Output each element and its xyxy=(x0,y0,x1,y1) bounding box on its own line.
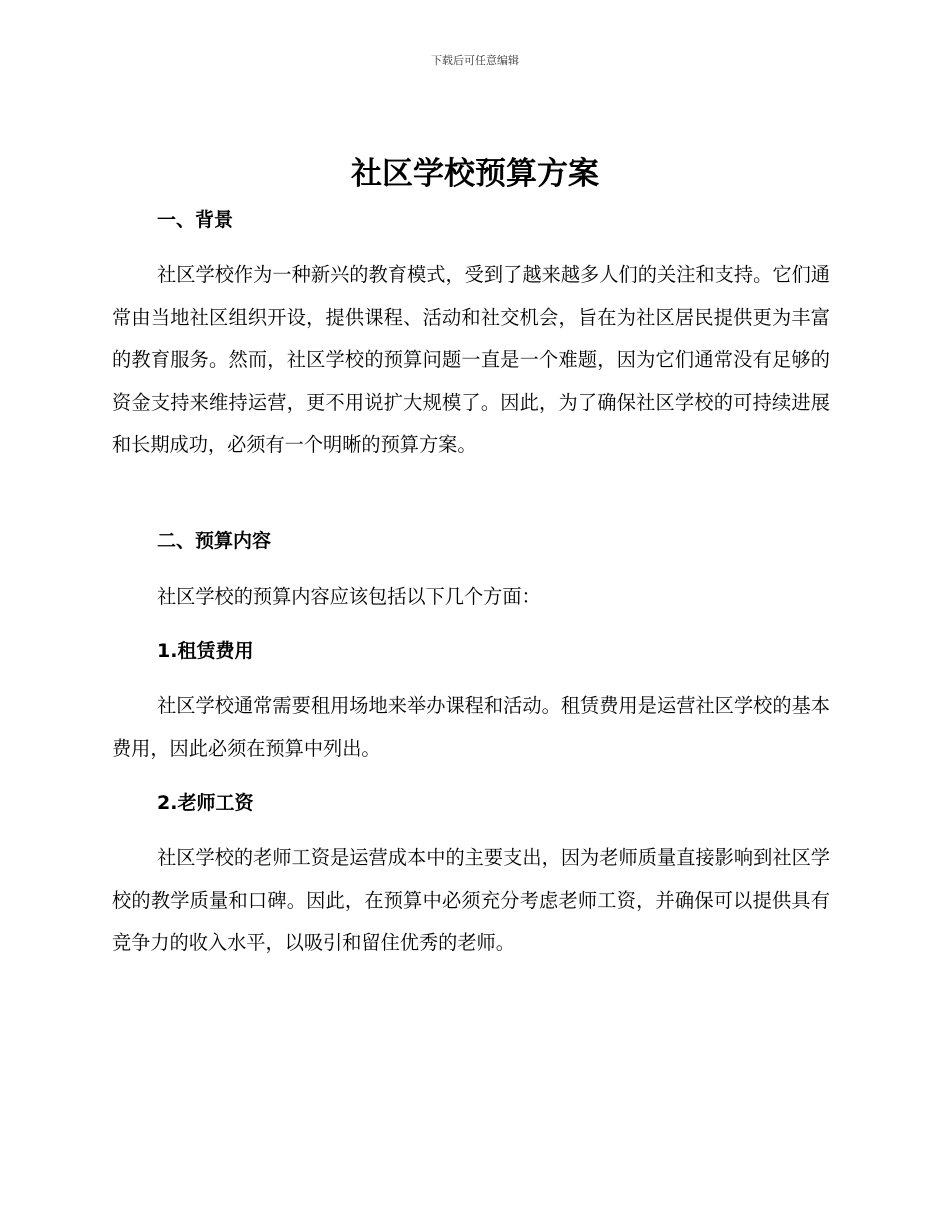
section-heading-rent: 1.租赁费用 xyxy=(157,640,254,662)
paragraph-rent: 社区学校通常需要租用场地来举办课程和活动。租赁费用是运营社区学校的基本费用，因此必须在预算中列出。 xyxy=(112,694,830,760)
paragraph-budget-intro: 社区学校的预算内容应该包括以下几个方面： xyxy=(157,585,541,608)
section-heading-teacher-salary: 2.老师工资 xyxy=(157,792,254,814)
header-note: 下载后可任意编辑 xyxy=(431,54,519,67)
document-title: 社区学校预算方案 xyxy=(351,156,599,192)
section-heading-background: 一、背景 xyxy=(157,209,234,231)
section-heading-budget-content: 二、预算内容 xyxy=(157,530,272,552)
paragraph-teacher-salary: 社区学校的老师工资是运营成本中的主要支出，因为老师质量直接影响到社区学校的教学质量和口碑。因此，在预算中必须充分考虑老师工资，并确保可以提供具有竞争力的收入水平，以吸引和留住优秀的老师。 xyxy=(112,846,830,954)
paragraph-background: 社区学校作为一种新兴的教育模式，受到了越来越多人们的关注和支持。它们通常由当地社区组织开设，提供课程、活动和社交机会，旨在为社区居民提供更为丰富的教育服务。然而，社区学校的预算问题一直是一个难题，因为它们通常没有足够的资金支持来维持运营，更不用说扩大规模了。因此，为了确保社区学校的可持续进展和长期成功，必须有一个明晰的预算方案。 xyxy=(112,263,830,456)
